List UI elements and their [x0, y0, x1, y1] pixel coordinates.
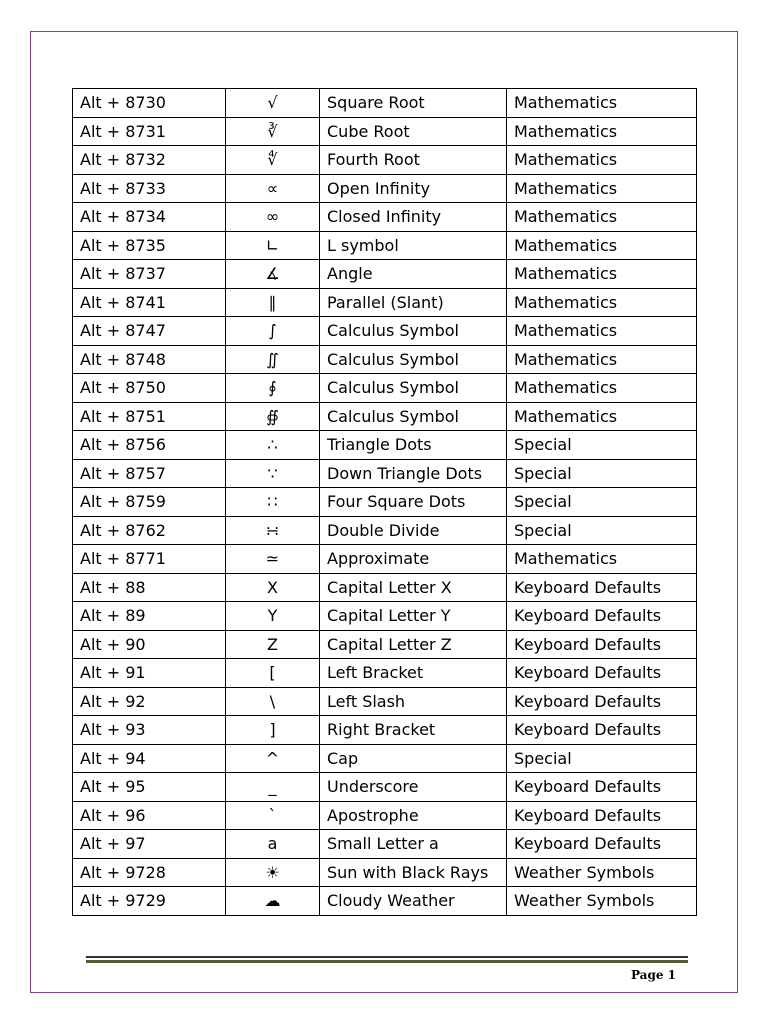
alt-code-cell: Alt + 8735	[73, 231, 226, 260]
table-row	[73, 659, 697, 688]
symbol-cell: √	[226, 89, 320, 118]
alt-code-cell: Alt + 94	[73, 744, 226, 773]
alt-code-cell: Alt + 8750	[73, 374, 226, 403]
category-cell: Mathematics	[507, 174, 697, 203]
symbol-name-cell: Four Square Dots	[320, 488, 507, 517]
symbol-name-cell: Cube Root	[320, 117, 507, 146]
table-row	[73, 288, 697, 317]
symbol-cell: ∟	[226, 231, 320, 260]
symbol-cell: ∞	[226, 203, 320, 232]
category-cell: Mathematics	[507, 89, 697, 118]
alt-code-cell: Alt + 8751	[73, 402, 226, 431]
symbol-name-cell: Capital Letter Z	[320, 630, 507, 659]
symbol-name-cell: Cap	[320, 744, 507, 773]
symbol-cell: Y	[226, 602, 320, 631]
symbol-name-cell: Capital Letter X	[320, 573, 507, 602]
symbol-name-cell: Capital Letter Y	[320, 602, 507, 631]
table-row	[73, 488, 697, 517]
alt-code-cell: Alt + 8757	[73, 459, 226, 488]
alt-code-cell: Alt + 8732	[73, 146, 226, 175]
table-row	[73, 830, 697, 859]
category-cell: Special	[507, 744, 697, 773]
category-cell: Mathematics	[507, 317, 697, 346]
symbol-name-cell: Double Divide	[320, 516, 507, 545]
table-row	[73, 630, 697, 659]
alt-code-cell: Alt + 8759	[73, 488, 226, 517]
symbol-cell: ∛	[226, 117, 320, 146]
table-row	[73, 858, 697, 887]
category-cell: Keyboard Defaults	[507, 573, 697, 602]
alt-code-cell: Alt + 8762	[73, 516, 226, 545]
symbol-name-cell: Small Letter a	[320, 830, 507, 859]
table-row	[73, 117, 697, 146]
symbol-name-cell: Fourth Root	[320, 146, 507, 175]
symbol-name-cell: Open Infinity	[320, 174, 507, 203]
table-row	[73, 744, 697, 773]
symbol-name-cell: Right Bracket	[320, 716, 507, 745]
symbol-name-cell: Down Triangle Dots	[320, 459, 507, 488]
symbol-cell: X	[226, 573, 320, 602]
alt-code-cell: Alt + 90	[73, 630, 226, 659]
symbol-name-cell: Parallel (Slant)	[320, 288, 507, 317]
category-cell: Mathematics	[507, 231, 697, 260]
table-row	[73, 345, 697, 374]
table-row	[73, 374, 697, 403]
category-cell: Mathematics	[507, 374, 697, 403]
symbol-cell: ^	[226, 744, 320, 773]
symbol-name-cell: Apostrophe	[320, 801, 507, 830]
table-row	[73, 545, 697, 574]
table-row	[73, 573, 697, 602]
symbol-name-cell: Triangle Dots	[320, 431, 507, 460]
category-cell: Mathematics	[507, 345, 697, 374]
category-cell: Mathematics	[507, 288, 697, 317]
alt-code-cell: Alt + 8771	[73, 545, 226, 574]
symbol-name-cell: Left Bracket	[320, 659, 507, 688]
category-cell: Mathematics	[507, 545, 697, 574]
symbol-name-cell: Cloudy Weather	[320, 887, 507, 916]
symbol-cell: ∵	[226, 459, 320, 488]
alt-code-cell: Alt + 93	[73, 716, 226, 745]
symbol-cell: ∥	[226, 288, 320, 317]
table-row	[73, 146, 697, 175]
table-row	[73, 687, 697, 716]
alt-code-cell: Alt + 96	[73, 801, 226, 830]
symbol-cell: Z	[226, 630, 320, 659]
symbol-name-cell: Square Root	[320, 89, 507, 118]
alt-code-cell: Alt + 8747	[73, 317, 226, 346]
category-cell: Weather Symbols	[507, 887, 697, 916]
category-cell: Keyboard Defaults	[507, 630, 697, 659]
alt-code-cell: Alt + 9728	[73, 858, 226, 887]
alt-code-cell: Alt + 8748	[73, 345, 226, 374]
alt-code-cell: Alt + 8737	[73, 260, 226, 289]
category-cell: Special	[507, 516, 697, 545]
symbol-cell: \	[226, 687, 320, 716]
symbol-cell: _	[226, 773, 320, 802]
alt-code-cell: Alt + 97	[73, 830, 226, 859]
table-row	[73, 602, 697, 631]
symbol-name-cell: Approximate	[320, 545, 507, 574]
symbol-name-cell: Sun with Black Rays	[320, 858, 507, 887]
symbol-cell: ∜	[226, 146, 320, 175]
category-cell: Special	[507, 488, 697, 517]
table-body	[73, 89, 697, 916]
table-row	[73, 801, 697, 830]
symbol-cell: ☁	[226, 887, 320, 916]
symbol-name-cell: Underscore	[320, 773, 507, 802]
alt-code-cell: Alt + 8741	[73, 288, 226, 317]
category-cell: Mathematics	[507, 402, 697, 431]
symbol-cell: [	[226, 659, 320, 688]
symbol-cell: `	[226, 801, 320, 830]
alt-code-cell: Alt + 8731	[73, 117, 226, 146]
category-cell: Mathematics	[507, 117, 697, 146]
table-row	[73, 174, 697, 203]
alt-code-table	[72, 88, 697, 916]
table-row	[73, 317, 697, 346]
table-row	[73, 887, 697, 916]
symbol-cell: ☀	[226, 858, 320, 887]
symbol-name-cell: Closed Infinity	[320, 203, 507, 232]
table-row	[73, 260, 697, 289]
page-number: Page 1	[630, 968, 676, 982]
alt-code-cell: Alt + 8730	[73, 89, 226, 118]
table-row	[73, 431, 697, 460]
alt-code-cell: Alt + 91	[73, 659, 226, 688]
alt-code-cell: Alt + 8733	[73, 174, 226, 203]
category-cell: Keyboard Defaults	[507, 687, 697, 716]
category-cell: Special	[507, 459, 697, 488]
alt-code-cell: Alt + 88	[73, 573, 226, 602]
symbol-cell: ∷	[226, 488, 320, 517]
symbol-cell: ∝	[226, 174, 320, 203]
alt-code-cell: Alt + 89	[73, 602, 226, 631]
category-cell: Keyboard Defaults	[507, 659, 697, 688]
symbol-name-cell: Calculus Symbol	[320, 374, 507, 403]
table-row	[73, 203, 697, 232]
table-row	[73, 773, 697, 802]
category-cell: Mathematics	[507, 203, 697, 232]
footer-rule-top	[86, 956, 688, 958]
category-cell: Mathematics	[507, 260, 697, 289]
category-cell: Keyboard Defaults	[507, 801, 697, 830]
table-row	[73, 716, 697, 745]
symbol-cell: ≃	[226, 545, 320, 574]
category-cell: Keyboard Defaults	[507, 716, 697, 745]
category-cell: Mathematics	[507, 146, 697, 175]
symbol-cell: ∫	[226, 317, 320, 346]
symbol-cell: ∺	[226, 516, 320, 545]
symbol-cell: ]	[226, 716, 320, 745]
symbol-cell: ∮	[226, 374, 320, 403]
table-row	[73, 516, 697, 545]
symbol-name-cell: Calculus Symbol	[320, 402, 507, 431]
category-cell: Special	[507, 431, 697, 460]
table-row	[73, 231, 697, 260]
symbol-name-cell: Angle	[320, 260, 507, 289]
alt-code-cell: Alt + 9729	[73, 887, 226, 916]
symbol-cell: ∬	[226, 345, 320, 374]
alt-code-cell: Alt + 95	[73, 773, 226, 802]
symbol-name-cell: Calculus Symbol	[320, 345, 507, 374]
alt-code-cell: Alt + 8756	[73, 431, 226, 460]
alt-code-cell: Alt + 8734	[73, 203, 226, 232]
symbol-name-cell: Calculus Symbol	[320, 317, 507, 346]
table-row	[73, 402, 697, 431]
symbol-cell: a	[226, 830, 320, 859]
table-row	[73, 89, 697, 118]
category-cell: Keyboard Defaults	[507, 602, 697, 631]
table-row	[73, 459, 697, 488]
symbol-cell: ∡	[226, 260, 320, 289]
symbol-cell: ∯	[226, 402, 320, 431]
category-cell: Weather Symbols	[507, 858, 697, 887]
symbol-name-cell: Left Slash	[320, 687, 507, 716]
alt-code-cell: Alt + 92	[73, 687, 226, 716]
symbol-cell: ∴	[226, 431, 320, 460]
symbol-name-cell: L symbol	[320, 231, 507, 260]
category-cell: Keyboard Defaults	[507, 830, 697, 859]
category-cell: Keyboard Defaults	[507, 773, 697, 802]
footer-rule-bottom	[86, 960, 688, 963]
